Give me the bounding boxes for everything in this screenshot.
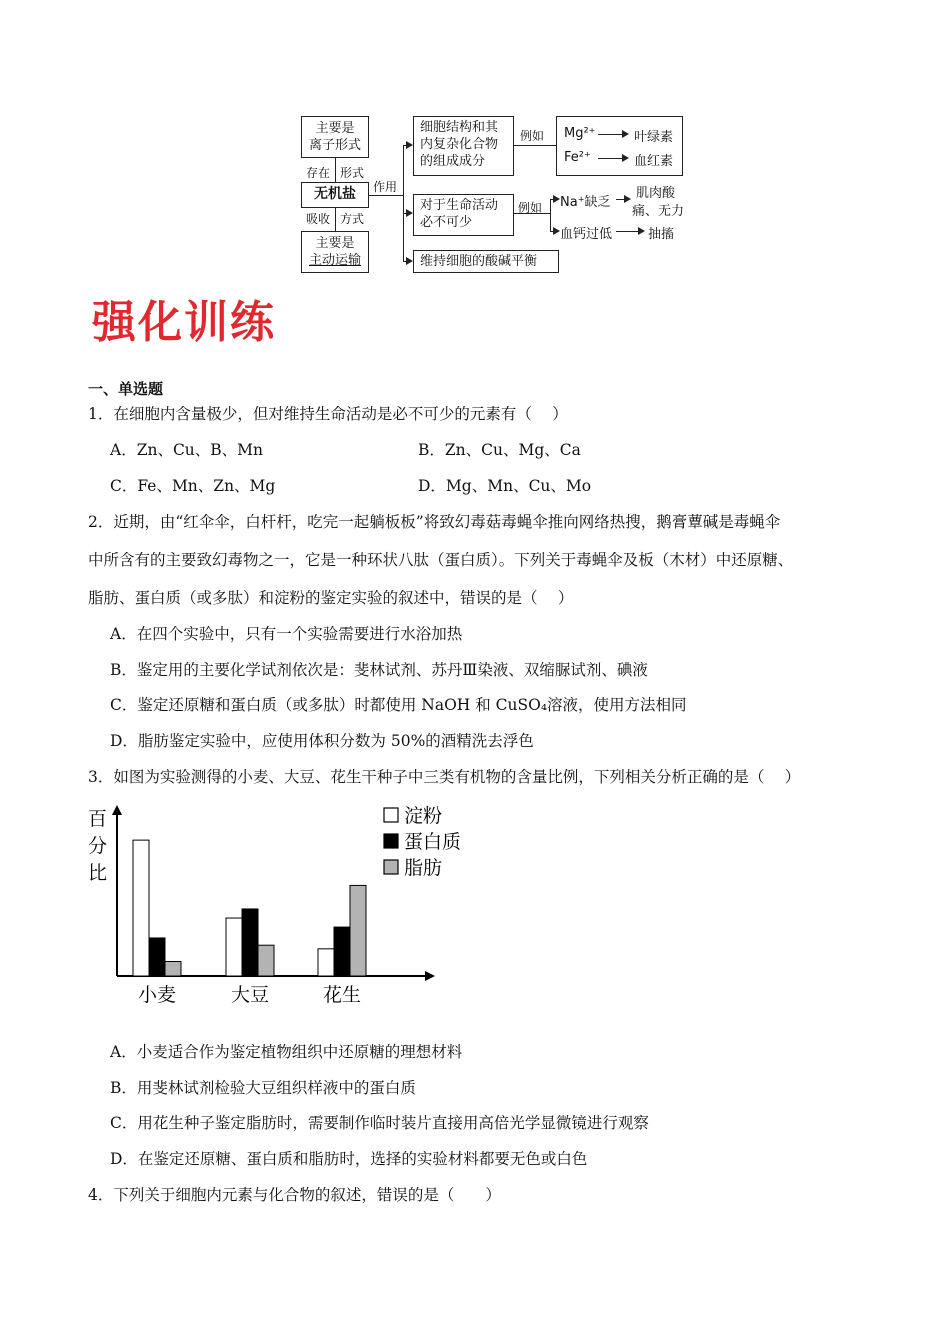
- box-inorganic-salt: 无机盐: [301, 182, 369, 208]
- q1-option-b[interactable]: B．Zn、Cu、Mg、Ca: [418, 441, 581, 459]
- q2-stem-line2: 中所含有的主要致幻毒物之一，它是一种环状八肽（蛋白质）。下列关于毒蝇伞及板（木材）中还原糖、: [88, 551, 794, 569]
- bar-大豆-淀粉: [226, 918, 242, 976]
- q2-option-b[interactable]: B．鉴定用的主要化学试剂依次是：斐林试剂、苏丹Ⅲ染液、双缩脲试剂、碘液: [110, 661, 648, 679]
- box-function-structure: 细胞结构和其 内复杂化合物 的组成成分: [413, 116, 514, 176]
- result-muscle-pain-1: 肌肉酸: [636, 186, 676, 201]
- q2-option-a[interactable]: A．在四个实验中，只有一个实验需要进行水浴加热: [110, 625, 463, 643]
- legend-label: 淀粉: [404, 805, 443, 827]
- q1-option-c[interactable]: C．Fe、Mn、Zn、Mg: [110, 477, 276, 495]
- bar-chart: [80, 795, 480, 1015]
- label-xishou: 吸收: [306, 212, 331, 226]
- ion-low-calcium: 血钙过低: [560, 227, 613, 242]
- legend-swatch-蛋白质: [384, 834, 398, 848]
- bar-大豆-脂肪: [258, 945, 274, 976]
- q3-option-c[interactable]: C．用花生种子鉴定脂肪时，需要制作临时装片直接用高倍光学显微镜进行观察: [110, 1114, 649, 1132]
- q2-option-c[interactable]: C．鉴定还原糖和蛋白质（或多肽）时都使用 NaOH 和 CuSO₄溶液，使用方法相同: [110, 696, 687, 714]
- y-axis-label-char: 分: [88, 835, 108, 857]
- q3-option-d[interactable]: D．在鉴定还原糖、蛋白质和脂肪时，选择的实验材料都要无色或白色: [110, 1150, 588, 1168]
- bar-小麦-淀粉: [133, 840, 149, 976]
- x-tick-label: 大豆: [230, 984, 270, 1006]
- headline-strengthen-training: 强化训练: [92, 297, 276, 348]
- section-title: 一、单选题: [88, 380, 164, 398]
- label-zuoyong: 作用: [373, 180, 398, 194]
- q2-stem-line3: 脂肪、蛋白质（或多肽）和淀粉的鉴定实验的叙述中，错误的是（ ）: [88, 589, 574, 607]
- result-muscle-pain-2: 痛、无力: [632, 204, 685, 219]
- label-liru-2: 例如: [518, 201, 543, 215]
- legend-swatch-淀粉: [384, 808, 398, 822]
- label-fangshi: 方式: [340, 212, 365, 226]
- q4-stem: 4．下列关于细胞内元素与化合物的叙述，错误的是（ ）: [88, 1186, 501, 1204]
- legend-label: 蛋白质: [404, 831, 462, 853]
- result-convulsion: 抽搐: [648, 227, 675, 242]
- x-tick-label: 小麦: [137, 984, 177, 1006]
- x-tick-label: 花生: [322, 984, 362, 1006]
- y-axis-label-char: 比: [88, 862, 108, 884]
- box-ion-form: 主要是 离子形式: [301, 116, 369, 158]
- ion-mg: Mg²⁺: [564, 126, 596, 141]
- bar-小麦-脂肪: [165, 962, 181, 976]
- box-active-transport: 主要是 主动运输: [301, 231, 369, 273]
- label-liru-1: 例如: [520, 129, 545, 143]
- bar-花生-蛋白质: [334, 927, 350, 976]
- label-xingshi: 形式: [340, 166, 365, 180]
- box-function-essential: 对于生命活动 必不可少: [413, 194, 514, 236]
- result-chlorophyll: 叶绿素: [634, 130, 674, 145]
- y-axis-label-char: 百: [88, 808, 108, 830]
- x-axis-arrow: [425, 971, 435, 981]
- bar-小麦-蛋白质: [149, 938, 165, 976]
- ion-fe: Fe²⁺: [564, 150, 591, 165]
- ion-na-deficiency: Na⁺缺乏: [560, 195, 611, 210]
- q3-stem: 3．如图为实验测得的小麦、大豆、花生干种子中三类有机物的含量比例，下列相关分析正确的是（ ）: [88, 768, 801, 786]
- q3-option-a[interactable]: A．小麦适合作为鉴定植物组织中还原糖的理想材料: [110, 1043, 463, 1061]
- box-function-acid-base: 维持细胞的酸碱平衡: [413, 250, 559, 273]
- q3-option-b[interactable]: B．用斐林试剂检验大豆组织样液中的蛋白质: [110, 1079, 416, 1097]
- q1-option-d[interactable]: D．Mg、Mn、Cu、Mo: [418, 477, 592, 495]
- q1-option-a[interactable]: A．Zn、Cu、B、Mn: [110, 441, 264, 459]
- q2-stem-line1: 2．近期，由“红伞伞，白杆杆，吃完一起躺板板”将致幻毒菇毒蝇伞推向网络热搜，鹅膏蕈碱是毒蝇伞: [88, 513, 781, 531]
- y-axis-arrow: [112, 805, 122, 815]
- q2-option-d[interactable]: D．脂肪鉴定实验中，应使用体积分数为 50%的酒精洗去浮色: [110, 732, 534, 750]
- q1-stem: 1．在细胞内含量极少，但对维持生命活动是必不可少的元素有（ ）: [88, 405, 568, 423]
- bar-花生-脂肪: [350, 885, 366, 976]
- legend-label: 脂肪: [404, 857, 443, 879]
- bar-花生-淀粉: [318, 949, 334, 976]
- result-heme: 血红素: [634, 154, 674, 169]
- bar-大豆-蛋白质: [242, 909, 258, 976]
- label-cunzai: 存在: [306, 166, 331, 180]
- legend-swatch-脂肪: [384, 860, 398, 874]
